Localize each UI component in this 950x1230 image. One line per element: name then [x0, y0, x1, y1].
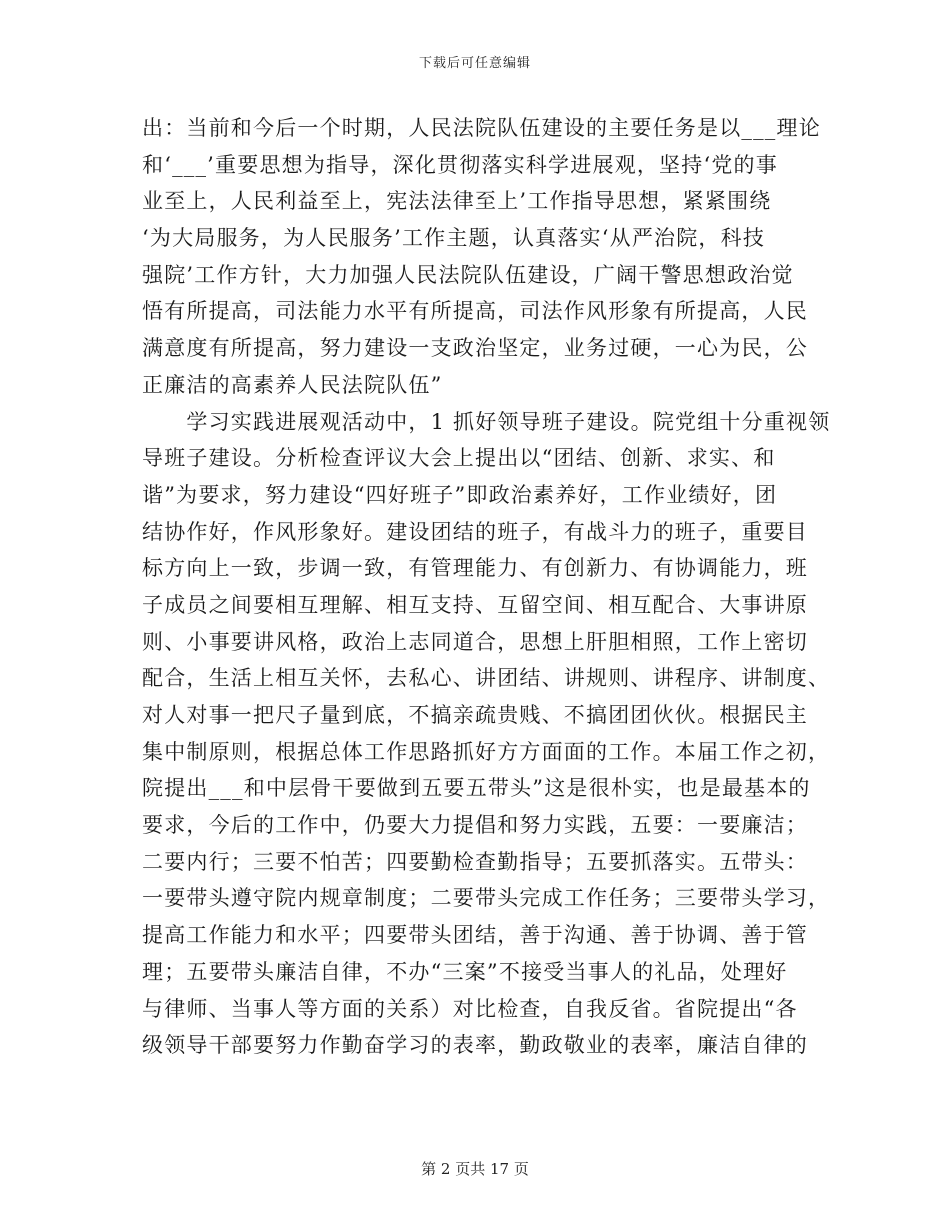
- text-line: 配合，生活上相互关怀，去私心、讲团结、讲规则、讲程序、讲制度、: [142, 666, 831, 691]
- text-line: 与律师、当事人等方面的关系）对比检查，自我反省。省院提出“各: [142, 996, 798, 1021]
- text-line: 提高工作能力和水平；四要带头团结，善于沟通、善于协调、善于管: [142, 923, 808, 948]
- text-line: 满意度有所提高，努力建设一支政治坚定，业务过硬，一心为民，公: [142, 336, 808, 361]
- document-body: [142, 110, 831, 1064]
- text-line: 出：当前和今后一个时期，人民法院队伍建设的主要任务是以___理论: [142, 116, 821, 140]
- text-line: ‘为大局服务，为人民服务’工作主题，认真落实‘从严治院，科技: [142, 226, 766, 251]
- text-line: 对人对事一把尺子量到底，不搞亲疏贵贱、不搞团团伙伙。根据民主: [142, 703, 808, 727]
- text-line: 二要内行；三要不怕苦；四要勤检查勤指导；五要抓落实。五带头：: [142, 849, 808, 874]
- text-line: 要求，今后的工作中，仍要大力提倡和努力实践，五要：一要廉洁；: [142, 813, 808, 838]
- text-line: 结协作好，作风形象好。建设团结的班子，有战斗力的班子，重要目: [142, 519, 808, 544]
- text-line: 理；五要带头廉洁自律，不办“三案”不接受当事人的礼品，处理好: [142, 959, 788, 984]
- text-line: 导班子建设。分析检查评议大会上提出以“团结、创新、求实、和: [142, 446, 776, 471]
- page-header: 下载后可任意编辑: [418, 56, 531, 71]
- text-line: 正廉洁的高素养人民法院队伍”: [142, 372, 443, 397]
- text-line: 业至上，人民利益至上，宪法法律至上’工作指导思想，紧紧围绕: [142, 189, 772, 214]
- text-line: 标方向上一致，步调一致，有管理能力、有创新力、有协调能力，班: [142, 556, 808, 581]
- text-line: 悟有所提高，司法能力水平有所提高，司法作风形象有所提高，人民: [142, 299, 808, 324]
- text-line: 谐”为要求，努力建设“四好班子”即政治素养好，工作业绩好，团: [142, 482, 778, 507]
- text-line: 集中制原则，根据总体工作思路抓好方方面面的工作。本届工作之初，: [142, 739, 831, 764]
- paragraph-1: [142, 110, 821, 404]
- text-line: 则、小事要讲风格，政治上志同道合，思想上肝胆相照，工作上密切: [142, 629, 808, 654]
- text-line: 强院’工作方针，大力加强人民法院队伍建设，广阔干警思想政治觉: [142, 262, 794, 287]
- text-line: 院提出___和中层骨干要做到五要五带头”这是很朴实，也是最基本的: [142, 776, 811, 801]
- text-line: 学习实践进展观活动中，1 抓好领导班子建设。院党组十分重视领: [142, 409, 831, 434]
- text-line: 一要带头遵守院内规章制度；二要带头完成工作任务；三要带头学习，: [142, 886, 831, 911]
- text-line: 级领导干部要努力作勤奋学习的表率，勤政敬业的表率，廉洁自律的: [142, 1033, 808, 1058]
- page-footer: 第 2 页共 17 页: [421, 1160, 529, 1178]
- paragraph-2: [142, 404, 831, 1064]
- text-line: 子成员之间要相互理解、相互支持、互留空间、相互配合、大事讲原: [142, 592, 808, 617]
- text-line: 和‘___’重要思想为指导，深化贯彻落实科学进展观，坚持‘党的事: [142, 152, 778, 177]
